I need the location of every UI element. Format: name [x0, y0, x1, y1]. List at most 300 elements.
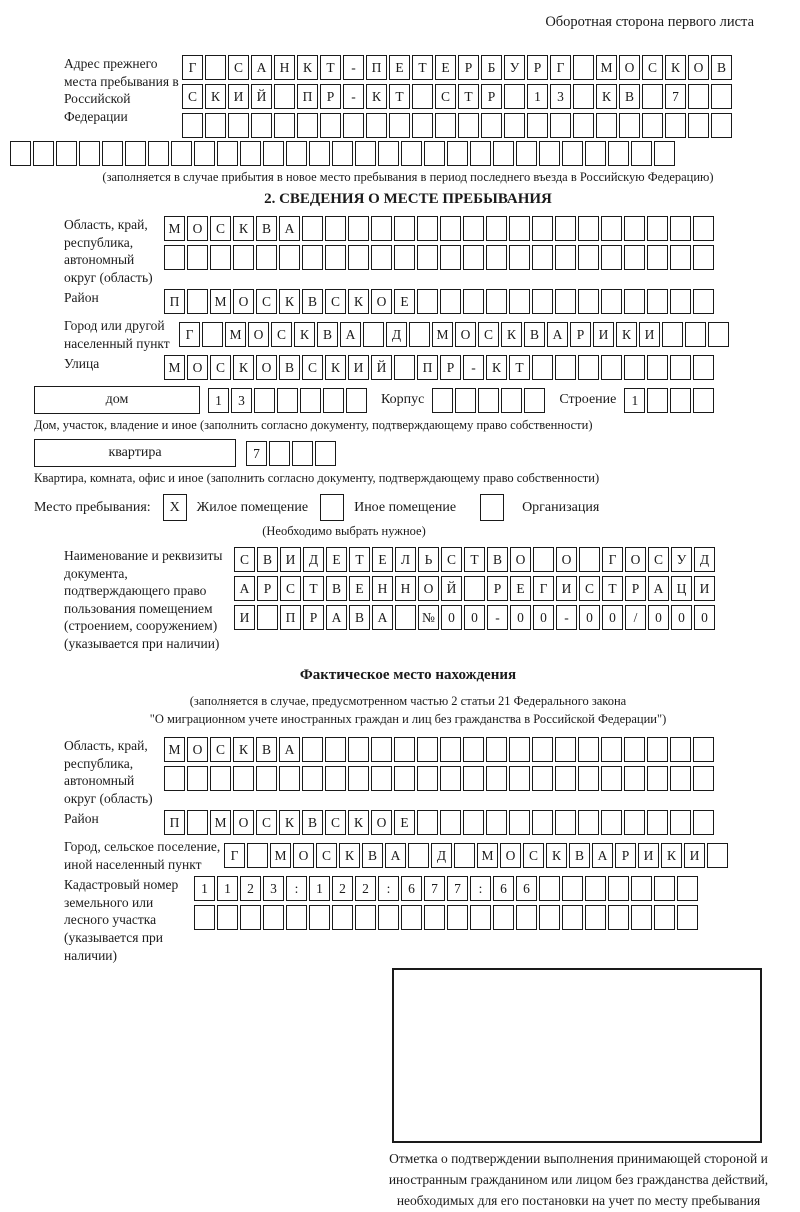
char-box[interactable]	[631, 141, 652, 166]
char-box[interactable]	[532, 355, 553, 380]
char-box[interactable]: Р	[615, 843, 636, 868]
char-box[interactable]	[585, 905, 606, 930]
char-box[interactable]: С	[316, 843, 337, 868]
char-box[interactable]	[509, 810, 530, 835]
char-box[interactable]: 2	[240, 876, 261, 901]
char-box[interactable]	[228, 113, 249, 138]
char-box[interactable]: Ь	[418, 547, 439, 572]
char-box[interactable]: К	[348, 810, 369, 835]
char-box[interactable]	[647, 766, 668, 791]
char-box[interactable]: О	[293, 843, 314, 868]
char-box[interactable]: С	[256, 810, 277, 835]
char-box[interactable]	[302, 216, 323, 241]
char-box[interactable]	[486, 737, 507, 762]
char-box[interactable]: :	[378, 876, 399, 901]
char-box[interactable]: Т	[412, 55, 433, 80]
char-box[interactable]	[286, 905, 307, 930]
char-box[interactable]: Й	[251, 84, 272, 109]
char-box[interactable]	[251, 113, 272, 138]
char-box[interactable]	[424, 905, 445, 930]
char-box[interactable]: 1	[527, 84, 548, 109]
char-box[interactable]: :	[470, 876, 491, 901]
char-box[interactable]: И	[556, 576, 577, 601]
char-box[interactable]: К	[665, 55, 686, 80]
char-box[interactable]	[309, 905, 330, 930]
char-box[interactable]	[601, 810, 622, 835]
char-box[interactable]	[394, 766, 415, 791]
char-box[interactable]: В	[487, 547, 508, 572]
char-box[interactable]	[348, 216, 369, 241]
char-box[interactable]	[486, 289, 507, 314]
char-box[interactable]: В	[619, 84, 640, 109]
char-box[interactable]: С	[271, 322, 292, 347]
char-box[interactable]	[254, 388, 275, 413]
char-box[interactable]: Г	[224, 843, 245, 868]
char-box[interactable]: -	[343, 55, 364, 80]
char-box[interactable]	[647, 289, 668, 314]
char-box[interactable]: О	[688, 55, 709, 80]
char-box[interactable]	[205, 113, 226, 138]
char-box[interactable]: С	[210, 737, 231, 762]
char-box[interactable]: К	[348, 289, 369, 314]
char-box[interactable]: В	[256, 737, 277, 762]
char-box[interactable]	[463, 245, 484, 270]
char-box[interactable]: С	[210, 216, 231, 241]
char-box[interactable]	[302, 245, 323, 270]
char-box[interactable]	[555, 216, 576, 241]
char-box[interactable]	[424, 141, 445, 166]
char-box[interactable]: Е	[394, 810, 415, 835]
char-box[interactable]	[394, 216, 415, 241]
char-box[interactable]: У	[671, 547, 692, 572]
char-box[interactable]	[539, 141, 560, 166]
char-box[interactable]: 7	[447, 876, 468, 901]
char-box[interactable]: О	[625, 547, 646, 572]
char-box[interactable]	[263, 905, 284, 930]
char-box[interactable]	[624, 289, 645, 314]
char-box[interactable]	[707, 843, 728, 868]
char-box[interactable]	[187, 245, 208, 270]
char-box[interactable]: 0	[694, 605, 715, 630]
char-box[interactable]	[601, 737, 622, 762]
char-box[interactable]	[693, 766, 714, 791]
char-box[interactable]	[654, 905, 675, 930]
char-box[interactable]	[102, 141, 123, 166]
char-box[interactable]: 2	[355, 876, 376, 901]
char-box[interactable]	[647, 355, 668, 380]
char-box[interactable]: 0	[441, 605, 462, 630]
char-box[interactable]	[325, 766, 346, 791]
char-box[interactable]	[688, 113, 709, 138]
char-box[interactable]: С	[228, 55, 249, 80]
char-box[interactable]	[578, 737, 599, 762]
char-box[interactable]	[210, 766, 231, 791]
char-box[interactable]: О	[233, 289, 254, 314]
char-box[interactable]: В	[524, 322, 545, 347]
char-box[interactable]: Е	[349, 576, 370, 601]
char-box[interactable]	[504, 113, 525, 138]
char-box[interactable]: К	[279, 810, 300, 835]
char-box[interactable]	[355, 905, 376, 930]
char-box[interactable]	[187, 766, 208, 791]
char-box[interactable]: В	[349, 605, 370, 630]
char-box[interactable]: М	[210, 810, 231, 835]
char-box[interactable]	[539, 876, 560, 901]
char-box[interactable]	[562, 876, 583, 901]
char-box[interactable]	[578, 289, 599, 314]
char-box[interactable]	[440, 766, 461, 791]
stay-type-checkbox-organization[interactable]	[480, 494, 504, 521]
char-box[interactable]: С	[523, 843, 544, 868]
char-box[interactable]	[463, 810, 484, 835]
char-box[interactable]	[555, 355, 576, 380]
char-box[interactable]	[217, 141, 238, 166]
char-box[interactable]	[79, 141, 100, 166]
char-box[interactable]: К	[546, 843, 567, 868]
char-box[interactable]: 0	[602, 605, 623, 630]
char-box[interactable]	[366, 113, 387, 138]
char-box[interactable]	[555, 766, 576, 791]
char-box[interactable]	[297, 113, 318, 138]
char-box[interactable]: Е	[372, 547, 393, 572]
char-box[interactable]: Т	[349, 547, 370, 572]
char-box[interactable]	[670, 216, 691, 241]
char-box[interactable]	[688, 84, 709, 109]
stay-type-checkbox-residential[interactable]: X	[163, 494, 187, 521]
char-box[interactable]	[693, 289, 714, 314]
char-box[interactable]	[417, 810, 438, 835]
char-box[interactable]: О	[187, 737, 208, 762]
char-box[interactable]	[624, 355, 645, 380]
char-box[interactable]	[332, 905, 353, 930]
char-box[interactable]: Г	[182, 55, 203, 80]
confirmation-stamp-box[interactable]	[392, 968, 762, 1143]
char-box[interactable]: /	[625, 605, 646, 630]
char-box[interactable]: И	[684, 843, 705, 868]
char-box[interactable]	[240, 905, 261, 930]
char-box[interactable]	[412, 84, 433, 109]
char-box[interactable]: К	[596, 84, 617, 109]
char-box[interactable]	[417, 216, 438, 241]
char-box[interactable]: О	[248, 322, 269, 347]
char-box[interactable]: А	[547, 322, 568, 347]
char-box[interactable]	[504, 84, 525, 109]
char-box[interactable]	[125, 141, 146, 166]
char-box[interactable]: Т	[389, 84, 410, 109]
char-box[interactable]	[532, 216, 553, 241]
char-box[interactable]: И	[228, 84, 249, 109]
char-box[interactable]	[363, 322, 384, 347]
char-box[interactable]: С	[478, 322, 499, 347]
char-box[interactable]	[463, 289, 484, 314]
char-box[interactable]: 0	[510, 605, 531, 630]
char-box[interactable]: К	[661, 843, 682, 868]
char-box[interactable]: С	[280, 576, 301, 601]
char-box[interactable]	[277, 388, 298, 413]
char-box[interactable]	[608, 905, 629, 930]
char-box[interactable]	[371, 766, 392, 791]
char-box[interactable]	[478, 388, 499, 413]
char-box[interactable]: Л	[395, 547, 416, 572]
char-box[interactable]: №	[418, 605, 439, 630]
char-box[interactable]: Г	[179, 322, 200, 347]
char-box[interactable]	[555, 245, 576, 270]
char-box[interactable]	[274, 84, 295, 109]
char-box[interactable]	[532, 245, 553, 270]
char-box[interactable]	[408, 843, 429, 868]
char-box[interactable]: А	[234, 576, 255, 601]
char-box[interactable]	[532, 810, 553, 835]
char-box[interactable]	[509, 737, 530, 762]
char-box[interactable]: М	[164, 737, 185, 762]
char-box[interactable]: Н	[274, 55, 295, 80]
char-box[interactable]	[440, 737, 461, 762]
char-box[interactable]: Р	[257, 576, 278, 601]
char-box[interactable]: -	[343, 84, 364, 109]
char-box[interactable]	[516, 905, 537, 930]
char-box[interactable]	[509, 216, 530, 241]
char-box[interactable]	[711, 113, 732, 138]
char-box[interactable]	[464, 576, 485, 601]
char-box[interactable]: К	[501, 322, 522, 347]
char-box[interactable]: В	[711, 55, 732, 80]
char-box[interactable]: В	[257, 547, 278, 572]
char-box[interactable]	[708, 322, 729, 347]
char-box[interactable]	[624, 216, 645, 241]
char-box[interactable]: О	[371, 810, 392, 835]
char-box[interactable]: Р	[320, 84, 341, 109]
char-box[interactable]	[486, 810, 507, 835]
char-box[interactable]: Й	[371, 355, 392, 380]
char-box[interactable]	[401, 141, 422, 166]
char-box[interactable]	[533, 547, 554, 572]
char-box[interactable]	[164, 766, 185, 791]
char-box[interactable]	[670, 766, 691, 791]
char-box[interactable]	[274, 113, 295, 138]
char-box[interactable]	[378, 905, 399, 930]
char-box[interactable]: И	[280, 547, 301, 572]
char-box[interactable]	[171, 141, 192, 166]
char-box[interactable]: С	[441, 547, 462, 572]
char-box[interactable]: У	[504, 55, 525, 80]
char-box[interactable]: 0	[464, 605, 485, 630]
char-box[interactable]: -	[487, 605, 508, 630]
char-box[interactable]: А	[279, 737, 300, 762]
char-box[interactable]	[417, 737, 438, 762]
char-box[interactable]: Н	[395, 576, 416, 601]
char-box[interactable]	[527, 113, 548, 138]
char-box[interactable]	[624, 737, 645, 762]
char-box[interactable]: В	[569, 843, 590, 868]
char-box[interactable]	[240, 141, 261, 166]
char-box[interactable]: М	[164, 216, 185, 241]
char-box[interactable]	[292, 441, 313, 466]
char-box[interactable]	[148, 141, 169, 166]
char-box[interactable]	[662, 322, 683, 347]
char-box[interactable]: Р	[625, 576, 646, 601]
char-box[interactable]: Р	[481, 84, 502, 109]
char-box[interactable]: Т	[509, 355, 530, 380]
char-box[interactable]: 3	[231, 388, 252, 413]
char-box[interactable]: Е	[394, 289, 415, 314]
char-box[interactable]	[677, 905, 698, 930]
char-box[interactable]: П	[366, 55, 387, 80]
char-box[interactable]: -	[463, 355, 484, 380]
char-box[interactable]: К	[616, 322, 637, 347]
char-box[interactable]: С	[325, 810, 346, 835]
char-box[interactable]: Т	[303, 576, 324, 601]
char-box[interactable]	[371, 737, 392, 762]
char-box[interactable]: Р	[458, 55, 479, 80]
char-box[interactable]	[463, 766, 484, 791]
char-box[interactable]	[233, 245, 254, 270]
char-box[interactable]	[555, 810, 576, 835]
char-box[interactable]	[458, 113, 479, 138]
char-box[interactable]: 6	[516, 876, 537, 901]
char-box[interactable]: Д	[694, 547, 715, 572]
char-box[interactable]: А	[592, 843, 613, 868]
char-box[interactable]: С	[648, 547, 669, 572]
char-box[interactable]	[435, 113, 456, 138]
char-box[interactable]	[524, 388, 545, 413]
char-box[interactable]	[578, 245, 599, 270]
char-box[interactable]: Р	[303, 605, 324, 630]
char-box[interactable]	[348, 766, 369, 791]
char-box[interactable]: О	[418, 576, 439, 601]
char-box[interactable]	[395, 605, 416, 630]
char-box[interactable]: М	[596, 55, 617, 80]
char-box[interactable]	[693, 737, 714, 762]
char-box[interactable]	[573, 84, 594, 109]
char-box[interactable]: 1	[194, 876, 215, 901]
char-box[interactable]	[670, 810, 691, 835]
char-box[interactable]: И	[348, 355, 369, 380]
char-box[interactable]: Т	[464, 547, 485, 572]
char-box[interactable]	[202, 322, 223, 347]
char-box[interactable]: 6	[401, 876, 422, 901]
char-box[interactable]	[412, 113, 433, 138]
char-box[interactable]: Р	[440, 355, 461, 380]
char-box[interactable]: 0	[671, 605, 692, 630]
char-box[interactable]: С	[325, 289, 346, 314]
char-box[interactable]: К	[205, 84, 226, 109]
char-box[interactable]	[532, 289, 553, 314]
char-box[interactable]	[417, 766, 438, 791]
char-box[interactable]	[447, 905, 468, 930]
char-box[interactable]	[509, 766, 530, 791]
char-box[interactable]: С	[256, 289, 277, 314]
char-box[interactable]: О	[455, 322, 476, 347]
char-box[interactable]: Г	[602, 547, 623, 572]
char-box[interactable]: О	[187, 355, 208, 380]
char-box[interactable]	[631, 876, 652, 901]
char-box[interactable]	[470, 141, 491, 166]
char-box[interactable]	[463, 737, 484, 762]
char-box[interactable]	[601, 216, 622, 241]
char-box[interactable]	[711, 84, 732, 109]
char-box[interactable]: В	[279, 355, 300, 380]
char-box[interactable]	[309, 141, 330, 166]
char-box[interactable]	[562, 905, 583, 930]
char-box[interactable]	[585, 876, 606, 901]
char-box[interactable]	[325, 245, 346, 270]
char-box[interactable]: С	[579, 576, 600, 601]
char-box[interactable]: И	[638, 843, 659, 868]
char-box[interactable]: И	[234, 605, 255, 630]
char-box[interactable]: П	[280, 605, 301, 630]
char-box[interactable]	[417, 289, 438, 314]
char-box[interactable]	[647, 810, 668, 835]
char-box[interactable]: А	[372, 605, 393, 630]
char-box[interactable]	[256, 766, 277, 791]
char-box[interactable]: Е	[326, 547, 347, 572]
char-box[interactable]: С	[302, 355, 323, 380]
char-box[interactable]	[693, 810, 714, 835]
char-box[interactable]	[532, 766, 553, 791]
char-box[interactable]: Г	[550, 55, 571, 80]
char-box[interactable]: Б	[481, 55, 502, 80]
char-box[interactable]: В	[302, 289, 323, 314]
char-box[interactable]: А	[251, 55, 272, 80]
char-box[interactable]: О	[256, 355, 277, 380]
char-box[interactable]: 6	[493, 876, 514, 901]
char-box[interactable]	[269, 441, 290, 466]
char-box[interactable]	[509, 245, 530, 270]
char-box[interactable]	[348, 737, 369, 762]
char-box[interactable]: О	[187, 216, 208, 241]
char-box[interactable]: О	[510, 547, 531, 572]
char-box[interactable]	[279, 245, 300, 270]
char-box[interactable]	[325, 737, 346, 762]
char-box[interactable]	[401, 905, 422, 930]
char-box[interactable]: И	[639, 322, 660, 347]
char-box[interactable]	[532, 737, 553, 762]
char-box[interactable]: И	[694, 576, 715, 601]
char-box[interactable]: Р	[527, 55, 548, 80]
char-box[interactable]	[539, 905, 560, 930]
char-box[interactable]: В	[256, 216, 277, 241]
char-box[interactable]: С	[210, 355, 231, 380]
char-box[interactable]	[693, 245, 714, 270]
char-box[interactable]: В	[317, 322, 338, 347]
char-box[interactable]: 0	[579, 605, 600, 630]
char-box[interactable]	[481, 113, 502, 138]
char-box[interactable]: Д	[386, 322, 407, 347]
char-box[interactable]	[371, 216, 392, 241]
char-box[interactable]	[578, 216, 599, 241]
char-box[interactable]: Т	[458, 84, 479, 109]
char-box[interactable]: М	[432, 322, 453, 347]
char-box[interactable]: 7	[424, 876, 445, 901]
char-box[interactable]	[693, 216, 714, 241]
char-box[interactable]: О	[371, 289, 392, 314]
char-box[interactable]: О	[619, 55, 640, 80]
char-box[interactable]: П	[164, 289, 185, 314]
char-box[interactable]	[454, 843, 475, 868]
char-box[interactable]	[509, 289, 530, 314]
char-box[interactable]: 1	[208, 388, 229, 413]
char-box[interactable]: М	[477, 843, 498, 868]
char-box[interactable]: Е	[389, 55, 410, 80]
char-box[interactable]: 2	[332, 876, 353, 901]
char-box[interactable]	[279, 766, 300, 791]
char-box[interactable]: И	[593, 322, 614, 347]
char-box[interactable]	[440, 245, 461, 270]
char-box[interactable]	[585, 141, 606, 166]
char-box[interactable]: В	[326, 576, 347, 601]
char-box[interactable]: -	[556, 605, 577, 630]
char-box[interactable]: В	[362, 843, 383, 868]
